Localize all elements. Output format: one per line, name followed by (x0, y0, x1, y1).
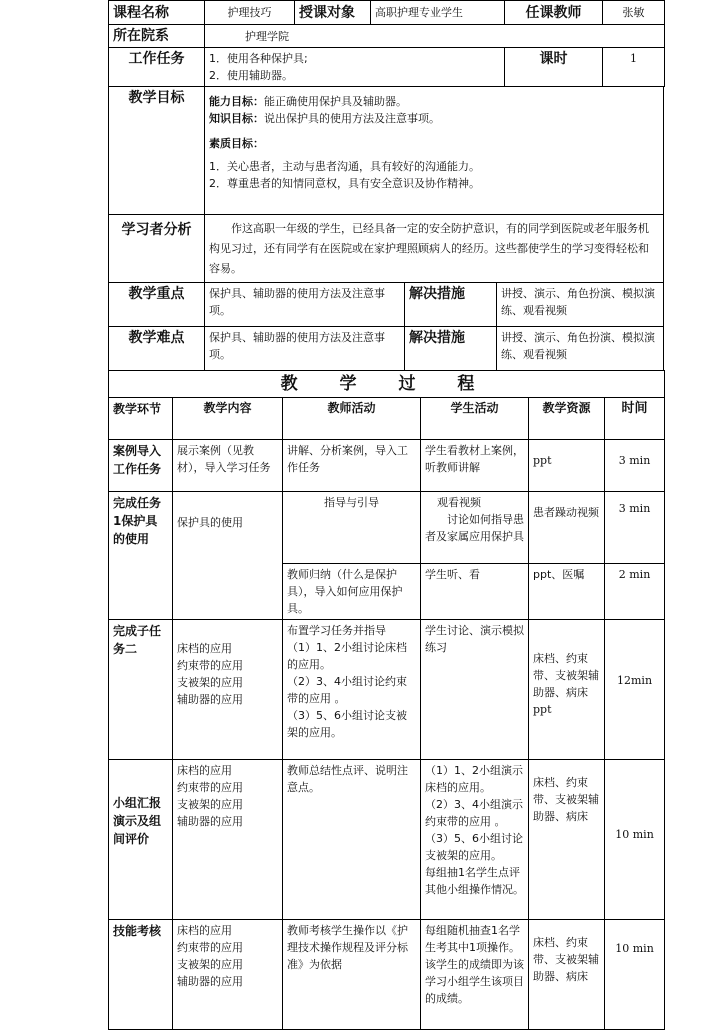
student-activity-cell (421, 760, 529, 920)
resource-line: ppt (533, 703, 552, 716)
difficulty-solution-label: 解决措施 (405, 327, 497, 371)
key-point-solution: 讲授、演示、角色扮演、模拟演练、观看视频 (497, 283, 664, 327)
content-line: 支被架的应用 (177, 958, 243, 971)
time-cell: 2 min (605, 564, 665, 620)
teacher-activity-cell: 教师归纳（什么是保护具），导入如何应用保护具。 (283, 564, 421, 620)
time-cell: 3 min (605, 492, 665, 564)
audience-value: 高职护理专业学生 (371, 1, 505, 25)
difficulty-solution: 讲授、演示、角色扮演、模拟演练、观看视频 (497, 327, 664, 371)
knowledge-text: 说出保护具的使用方法及注意事项。 (264, 112, 440, 125)
teacher-activity-cell: 教师考核学生操作以《护理技术操作规程及评分标准》为依据 (283, 920, 421, 1030)
student-activity-cell: 学生讨论、演示模拟练习 (421, 620, 529, 760)
info-table (108, 0, 665, 87)
course-name-label: 课程名称 (109, 1, 205, 25)
student-activity-cell: 学生看教材上案例，听教师讲解 (421, 440, 529, 492)
objectives-table (108, 86, 664, 283)
difficulty-label: 教学难点 (109, 327, 205, 371)
resource-cell: ppt、医嘱 (529, 564, 605, 620)
content-line: 约束带的应用 (177, 659, 243, 672)
content-line: 床档的应用 (177, 924, 232, 937)
quality-item: 1．关心患者，主动与患者沟通，具有较好的沟通能力。 (209, 160, 480, 173)
student-activity-line: （1）1、2小组演示床档的应用。 (425, 764, 523, 794)
student-activity-cell: 学生听、看 (421, 564, 529, 620)
time-cell: 10 min (605, 920, 665, 1030)
college-label: 所在院系 (109, 25, 205, 48)
content-cell: 展示案例（见教材），导入学习任务 (173, 440, 283, 492)
content-cell (173, 620, 283, 760)
ability-text: 能正确使用保护具及辅助器。 (264, 95, 407, 108)
student-activity-line: （2）3、4小组演示约束带的应用 。 (425, 798, 523, 828)
teacher-activity-cell (283, 620, 421, 760)
lesson-plan-document (108, 0, 664, 1030)
student-activity-cell (421, 492, 529, 564)
learner-label: 学习者分析 (109, 215, 205, 283)
college-value: 护理学院 (205, 25, 665, 48)
teacher-activity-line: （1）1、2小组讨论床档的应用。 (287, 641, 407, 671)
teacher-activity-cell: 指导与引导 (283, 492, 421, 564)
teacher-activity-line: （2）3、4小组讨论约束带的应用 。 (287, 675, 407, 705)
difficulty-content: 保护具、辅助器的使用方法及注意事项。 (205, 327, 405, 371)
stage-cell: 完成子任务二 (109, 620, 173, 760)
key-point-solution-label: 解决措施 (405, 283, 497, 327)
work-task-label: 工作任务 (109, 48, 205, 87)
hours-label: 课时 (505, 48, 603, 87)
resource-cell: 床档、约束带、支被架辅助器、病床 (529, 920, 605, 1030)
knowledge-label: 知识目标： (209, 112, 264, 125)
content-line: 辅助器的应用 (177, 975, 243, 988)
header-time: 时间 (605, 398, 665, 440)
student-activity-cell: 每组随机抽查1名学生考其中1项操作。该学生的成绩即为该学习小组学生该项目的成绩。 (421, 920, 529, 1030)
student-activity-line: 每组抽1名学生点评其他小组操作情况。 (425, 866, 524, 896)
learner-analysis-text: 作这高职一年级的学生，已经具备一定的安全防护意识，有的同学到医院或老年服务机构见习过，还有同学有在医院或在家护理照顾病人的经历。这些都使学生的学习变得轻松和容易。 (205, 215, 664, 283)
time-cell: 3 min (605, 440, 665, 492)
key-point-label: 教学重点 (109, 283, 205, 327)
objectives-label: 教学目标 (109, 87, 205, 215)
header-resource: 教学资源 (529, 398, 605, 440)
teacher-activity-line: （3）5、6小组讨论支被架的应用。 (287, 709, 407, 739)
hours-value: 1 (603, 48, 665, 87)
content-line: 支被架的应用 (177, 798, 243, 811)
resource-cell (529, 620, 605, 760)
content-cell (173, 760, 283, 920)
resource-cell: ppt (529, 440, 605, 492)
header-student: 学生活动 (421, 398, 529, 440)
process-table (108, 370, 665, 1030)
content-line: 支被架的应用 (177, 676, 243, 689)
teacher-value: 张敏 (603, 1, 665, 25)
teacher-activity-cell: 教师总结性点评、说明注意点。 (283, 760, 421, 920)
content-line: 辅助器的应用 (177, 815, 243, 828)
student-activity-line: （3）5、6小组讨论支被架的应用。 (425, 832, 523, 862)
objectives-content (205, 87, 664, 215)
header-teacher: 教师活动 (283, 398, 421, 440)
time-cell: 10 min (605, 760, 665, 920)
resource-cell: 患者躁动视频 (529, 492, 605, 564)
resource-line: 床档、约束带、支被架辅助器、病床 (533, 652, 599, 699)
teacher-activity-cell: 讲解、分析案例，导入工作任务 (283, 440, 421, 492)
stage-cell: 完成任务1保护具的使用 (109, 492, 173, 620)
stage-cell: 小组汇报演示及组间评价 (109, 760, 173, 920)
content-line: 床档的应用 (177, 764, 232, 777)
course-name-value: 护理技巧 (205, 1, 295, 25)
content-line: 约束带的应用 (177, 941, 243, 954)
work-task-item: 1．使用各种保护具; (209, 52, 308, 65)
content-cell (173, 920, 283, 1030)
focus-table (108, 282, 664, 371)
stage-cell: 案例导入工作任务 (109, 440, 173, 492)
teacher-label: 任课教师 (505, 1, 603, 25)
header-content: 教学内容 (173, 398, 283, 440)
content-line: 床档的应用 (177, 642, 232, 655)
time-cell: 12min (605, 620, 665, 760)
student-activity-line: 观看视频 (437, 496, 481, 509)
header-stage: 教学环节 (109, 398, 173, 440)
ability-label: 能力目标： (209, 95, 264, 108)
quality-label: 素质目标： (209, 137, 264, 150)
key-point-content: 保护具、辅助器的使用方法及注意事项。 (205, 283, 405, 327)
teacher-activity-line: 布置学习任务并指导 (287, 624, 386, 637)
quality-item: 2．尊重患者的知情同意权，具有安全意识及协作精神。 (209, 177, 480, 190)
student-activity-line: 讨论如何指导患者及家属应用保护具 (425, 513, 524, 543)
content-cell: 保护具的使用 (173, 492, 283, 620)
audience-label: 授课对象 (295, 1, 371, 25)
process-title: 教 学 过 程 (109, 371, 665, 398)
resource-cell: 床档、约束带、支被架辅助器、病床 (529, 760, 605, 920)
work-task-content (205, 48, 505, 87)
stage-cell: 技能考核 (109, 920, 173, 1030)
content-line: 约束带的应用 (177, 781, 243, 794)
work-task-item: 2．使用辅助器。 (209, 69, 293, 82)
content-line: 辅助器的应用 (177, 693, 243, 706)
